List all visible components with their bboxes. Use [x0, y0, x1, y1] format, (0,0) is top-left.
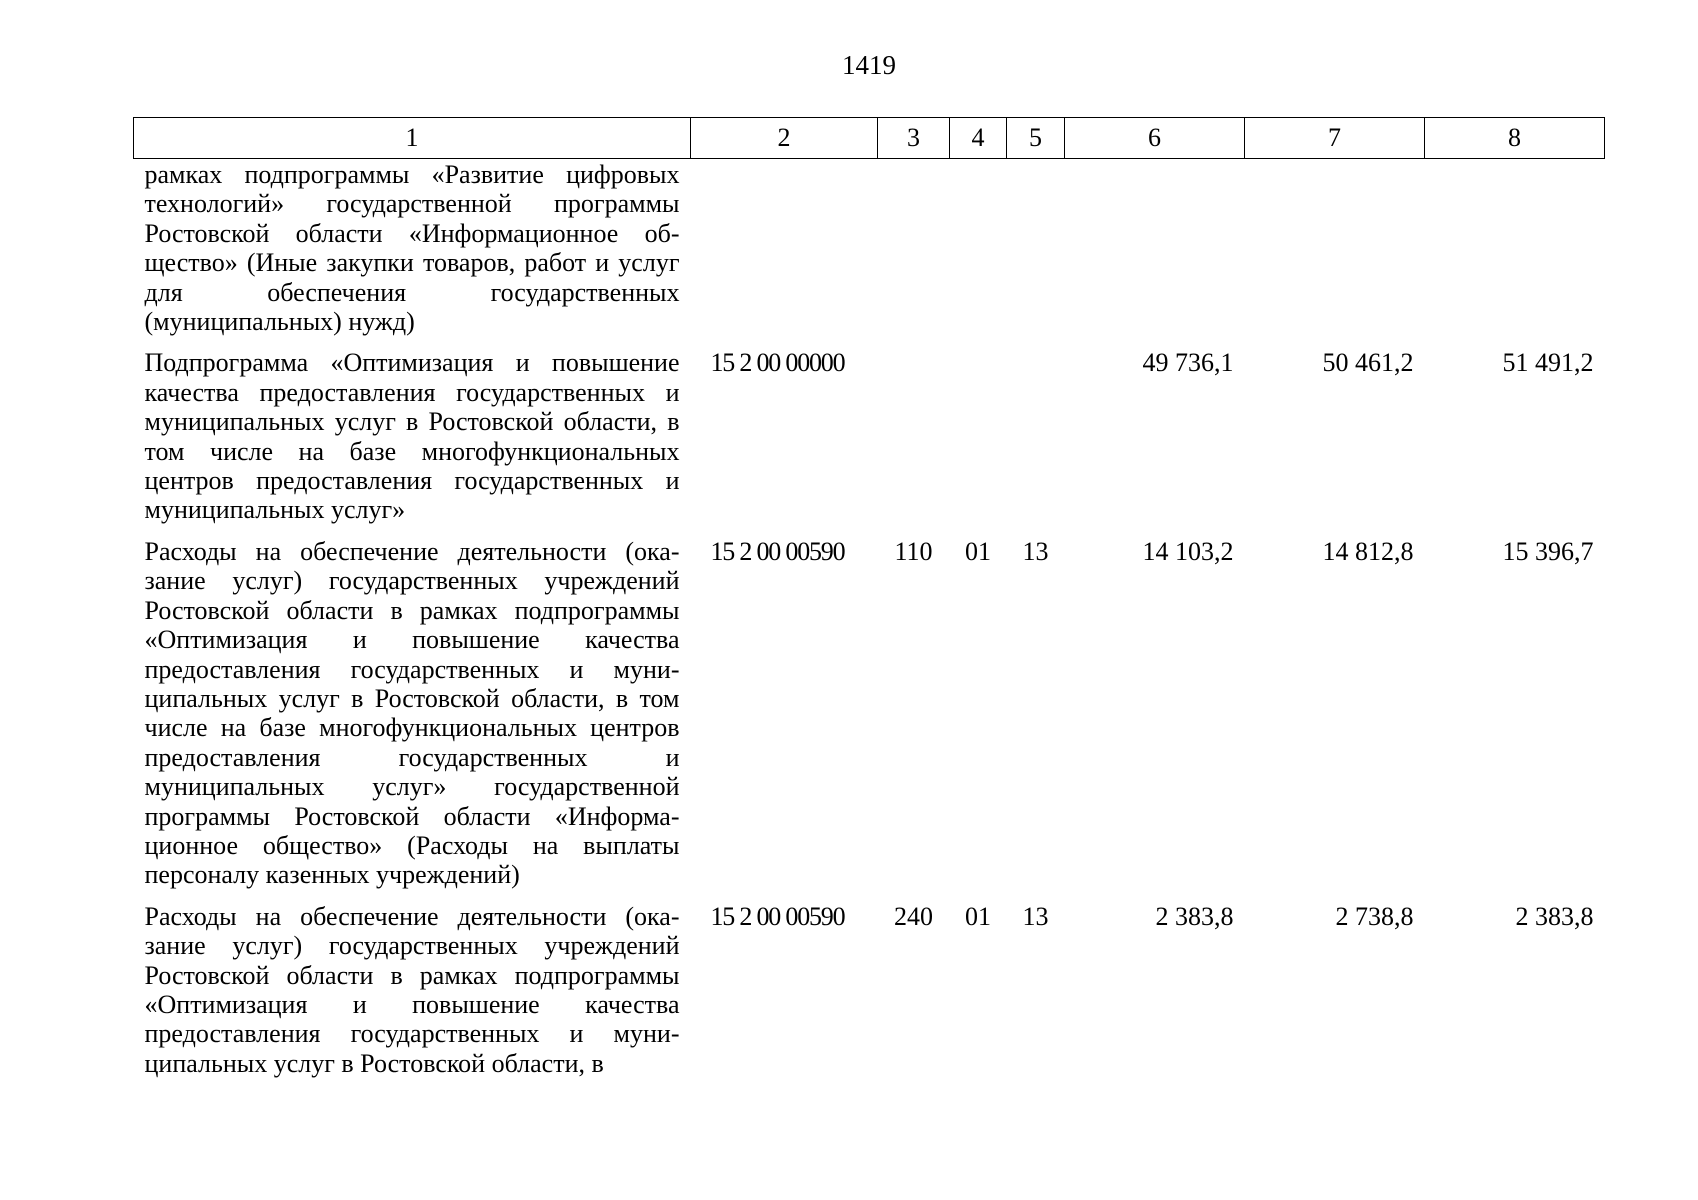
row-amount-col6: 2 383,8 [1155, 901, 1234, 931]
row-amount-col6: 49 736,1 [1142, 348, 1234, 378]
header-col-5: 5 [1007, 118, 1065, 159]
row-description: Расходы на обеспечение деятельности (оказание услуг) государственных учреждений Ростовской области в рамках подпрограммы «Оптимизация и повышение качества предоставления государственных и муниципальных услуг в Ростовской области, в том числе на базе многофункциональных центров предоставления государственных и муниципальных услуг» государственной программы Ростовской области «Информационное общество» (Расходы на выплаты персоналу казенных учреждений) [144, 536, 680, 890]
row-amount-col7: 14 812,8 [1322, 536, 1414, 566]
table-row [134, 898, 1605, 1086]
row-amount-col6: 14 103,2 [1142, 536, 1234, 566]
row-section [950, 344, 1007, 532]
table-row [134, 344, 1605, 532]
header-col-6: 6 [1065, 118, 1245, 159]
row-expense-type [878, 344, 950, 532]
header-col-2: 2 [691, 118, 878, 159]
row-target-code: 15 2 00 00590 [710, 536, 845, 566]
row-expense-type [878, 159, 950, 345]
row-target-code [691, 159, 878, 345]
header-col-3: 3 [878, 118, 950, 159]
table-header-row [134, 118, 1605, 159]
row-target-code: 15 2 00 00590 [710, 901, 845, 931]
row-section: 01 [965, 536, 991, 566]
row-subsection: 13 [1022, 536, 1049, 566]
row-subsection [1007, 159, 1065, 345]
table-row [134, 159, 1605, 345]
header-col-1: 1 [134, 118, 691, 159]
table-row [134, 533, 1605, 898]
row-amount-col7: 50 461,2 [1322, 348, 1414, 378]
header-col-7: 7 [1245, 118, 1425, 159]
row-amount-col8: 15 396,7 [1502, 536, 1594, 566]
row-amount-col6 [1065, 159, 1245, 345]
row-section: 01 [965, 901, 991, 931]
row-subsection [1007, 344, 1065, 532]
row-amount-col7 [1245, 159, 1425, 345]
row-section [950, 159, 1007, 345]
row-description: рамках подпрограммы «Развитие цифровых технологий» государственной программы Ростовской области «Информационное общество» (Иные закупки товаров, работ и услуг для обеспечения государственных (муниципальных) нужд) [144, 160, 680, 337]
row-description: Подпрограмма «Оптимизация и повышение качества предоставления государственных и муниципальных услуг в Ростовской области, в том числе на базе многофункциональных центров предоставления государственных и муниципальных услуг» [144, 348, 680, 525]
row-amount-col8: 2 383,8 [1515, 901, 1594, 931]
row-expense-type: 110 [894, 536, 933, 566]
budget-table [133, 117, 1605, 1086]
header-col-4: 4 [950, 118, 1007, 159]
header-col-8: 8 [1425, 118, 1605, 159]
row-description: Расходы на обеспечение деятельности (оказание услуг) государственных учреждений Ростовской области в рамках подпрограммы «Оптимизация и повышение качества предоставления государственных и муниципальных услуг в Ростовской области, в [144, 901, 680, 1078]
row-expense-type: 240 [894, 901, 933, 931]
row-subsection: 13 [1022, 901, 1049, 931]
row-amount-col8 [1425, 159, 1605, 345]
row-amount-col8: 51 491,2 [1502, 348, 1594, 378]
row-target-code: 15 2 00 00000 [710, 348, 845, 378]
row-amount-col7: 2 738,8 [1335, 901, 1414, 931]
page-number: 1419 [842, 50, 896, 80]
